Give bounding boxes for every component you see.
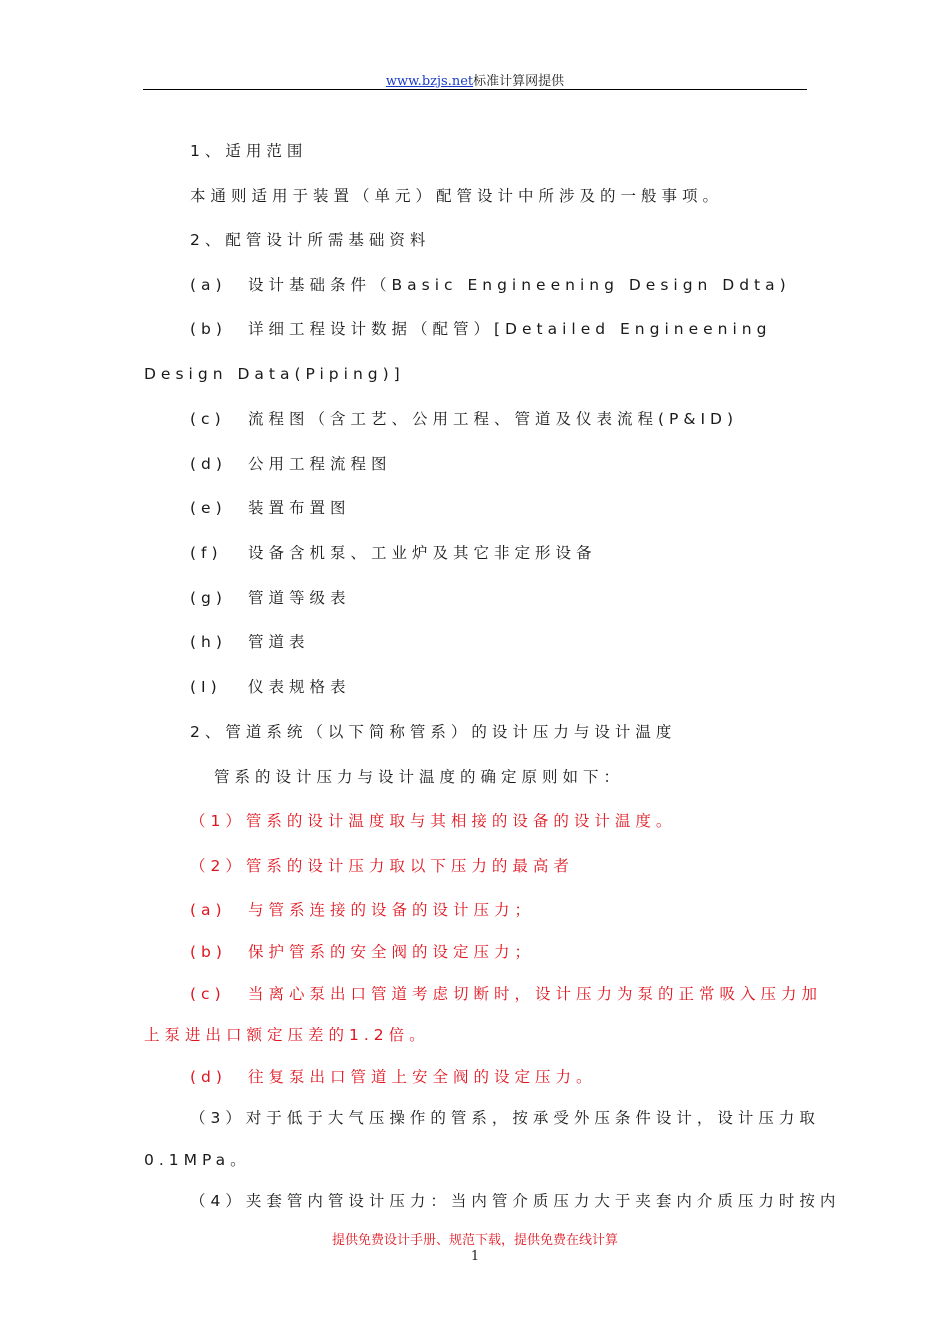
list-item-text: 管道表 — [248, 633, 310, 651]
list-item — [190, 454, 392, 474]
site-link[interactable]: www.bzjs.net — [385, 74, 474, 89]
list-item — [190, 1067, 597, 1087]
list-item-label: (a) — [190, 276, 227, 294]
list-item-label: (b) — [190, 943, 227, 961]
section-1-body: 本通则适用于装置（单元）配管设计中所涉及的一般事项。 — [190, 187, 724, 205]
list-item — [190, 632, 310, 652]
list-item — [190, 543, 597, 563]
list-item — [190, 984, 822, 1004]
list-item-text: 仪表规格表 — [248, 678, 351, 696]
header-divider — [143, 89, 807, 90]
page-header — [0, 70, 950, 89]
rule-3-line-2: 0.1MPa。 — [144, 1151, 251, 1169]
list-item — [190, 588, 351, 608]
list-item — [190, 409, 738, 429]
rule-4-line-1: （4）夹套管内管设计压力：当内管介质压力大于夹套内介质压力时按内 — [190, 1192, 841, 1210]
list-item-label: (b) — [190, 320, 227, 338]
list-item — [190, 498, 351, 518]
section-3-title: 2、管道系统（以下简称管系）的设计压力与设计温度 — [190, 723, 677, 741]
list-item-label: (h) — [190, 633, 227, 651]
list-item-text: 当离心泵出口管道考虑切断时，设计压力为泵的正常吸入压力加 — [248, 985, 823, 1003]
list-item — [190, 942, 535, 962]
list-item-text: 保护管系的安全阀的设定压力； — [248, 943, 536, 961]
list-item-text: 往复泵出口管道上安全阀的设定压力。 — [248, 1068, 597, 1086]
list-item — [190, 900, 535, 920]
list-item — [190, 677, 351, 697]
header-suffix: 标准计算网提供 — [473, 74, 565, 89]
list-item-text: 设计基础条件（Basic Engineening Design Ddta) — [248, 276, 791, 294]
list-item-continuation: 上泵进出口额定压差的1.2倍。 — [144, 1026, 430, 1044]
list-item — [190, 319, 771, 339]
list-item-label: (f) — [190, 544, 223, 562]
list-item-label: (d) — [190, 455, 227, 473]
list-item-text: 与管系连接的设备的设计压力； — [248, 901, 536, 919]
rule-3-line-1: （3）对于低于大气压操作的管系，按承受外压条件设计，设计压力取 — [190, 1109, 820, 1127]
list-item-label: (e) — [190, 499, 227, 517]
list-item-label: (I) — [190, 678, 222, 696]
list-item-label: (c) — [190, 985, 226, 1003]
rule-2: （2）管系的设计压力取以下压力的最高者 — [190, 857, 574, 875]
list-item-label: (a) — [190, 901, 227, 919]
section-1-title: 1、适用范围 — [190, 142, 308, 160]
list-item-text: 流程图（含工艺、公用工程、管道及仪表流程(P&ID) — [248, 410, 739, 428]
list-item-text: 公用工程流程图 — [248, 455, 392, 473]
list-item-text: 管道等级表 — [248, 589, 351, 607]
list-item-label: (g) — [190, 589, 227, 607]
list-item-text: 设备含机泵、工业炉及其它非定形设备 — [248, 544, 597, 562]
list-item — [190, 275, 791, 295]
list-item-text: 详细工程设计数据（配管）[Detailed Engineening — [248, 320, 772, 338]
list-item-continuation: Design Data(Piping)] — [144, 365, 405, 383]
list-item-label: (d) — [190, 1068, 227, 1086]
list-item-label: (c) — [190, 410, 226, 428]
list-item-text: 装置布置图 — [248, 499, 351, 517]
footer-notice: 提供免费设计手册、规范下载，提供免费在线计算 — [331, 1233, 618, 1248]
rule-1: （1）管系的设计温度取与其相接的设备的设计温度。 — [190, 812, 677, 830]
page-number: 1 — [470, 1249, 480, 1264]
section-3-intro: 管系的设计压力与设计温度的确定原则如下： — [214, 768, 625, 786]
section-2-title: 2、配管设计所需基础资料 — [190, 231, 431, 249]
